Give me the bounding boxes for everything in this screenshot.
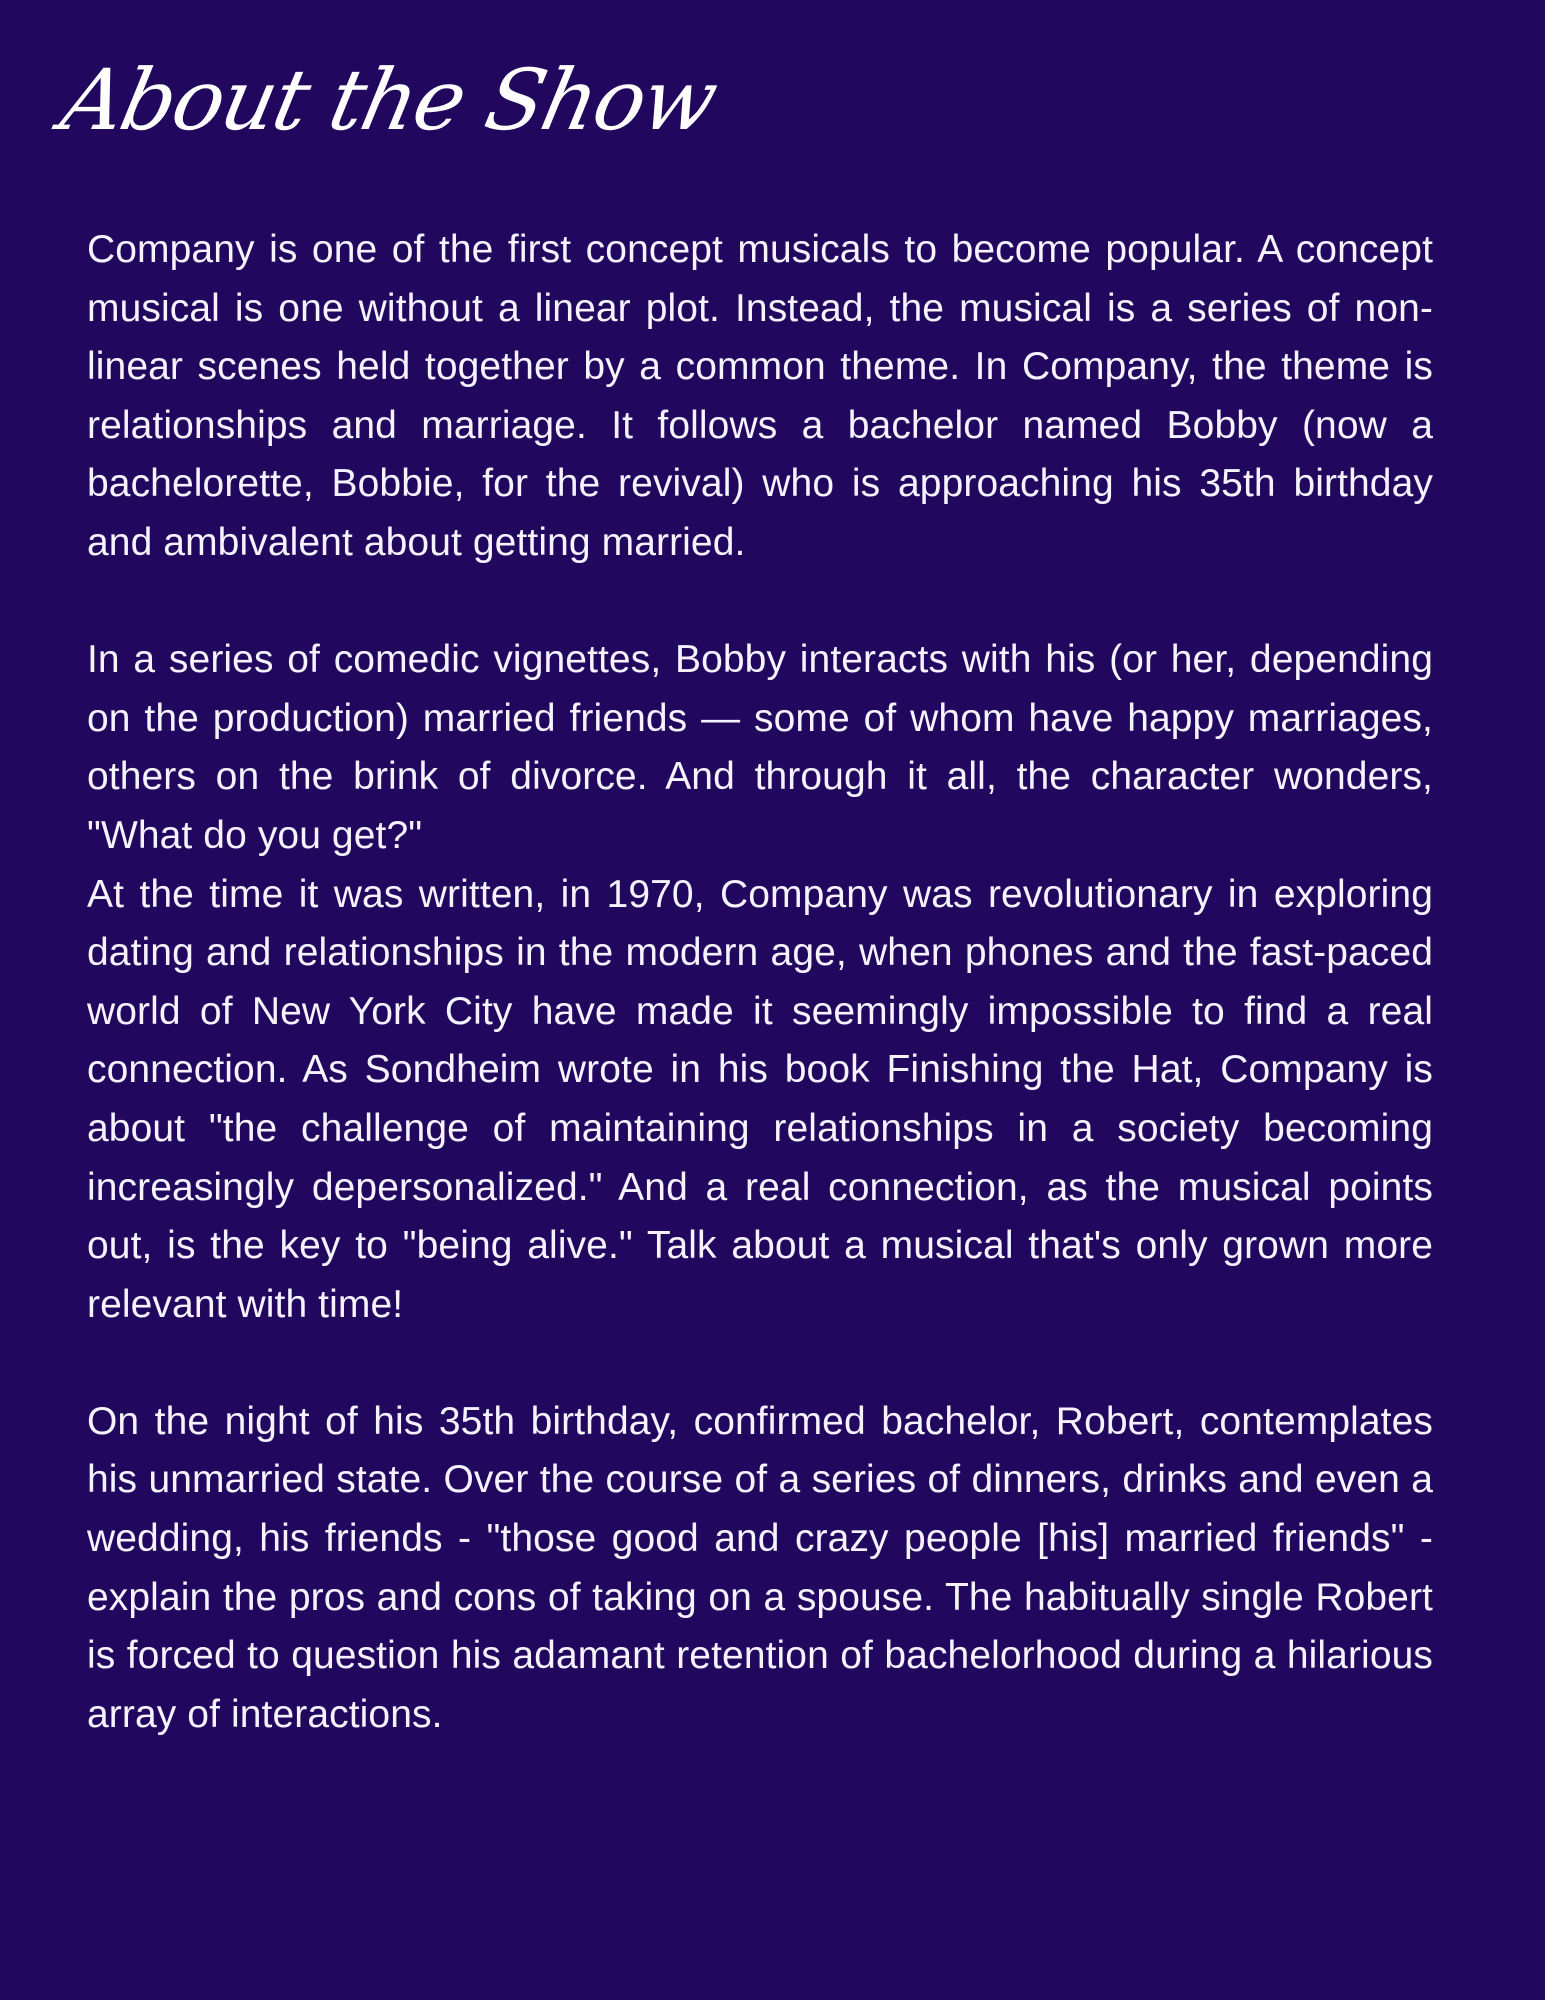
about-show-body	[87, 221, 1433, 1744]
paragraph-synopsis: On the night of his 35th birthday, confirmed bachelor, Robert, contemplates his unmarried state. Over the course of a series of dinners, drinks and even a wedding, his friends - "those good and crazy people [his] married friends" - explain the pros and cons of taking on a spouse. The habitually single Robert is forced to question his adamant retention of bachelorhood during a hilarious array of interactions.	[87, 1399, 1433, 1736]
paragraph-concept-musical: Company is one of the first concept musicals to become popular. A concept musical is one without a linear plot. Instead, the musical is a series of non-linear scenes held together by a common theme. In Company, the theme is relationships and marriage. It follows a bachelor named Bobby (now a bachelorette, Bobbie, for the revival) who is approaching his 35th birthday and ambivalent about getting married.	[87, 228, 1433, 564]
paragraph-comedic-vignettes: In a series of comedic vignettes, Bobby interacts with his (or her, depending on the production) married friends — some of whom have happy marriages, others on the brink of divorce. And through it all, the character wonders, "What do you get?"	[87, 638, 1433, 857]
page-title: About the Show	[53, 51, 725, 149]
paragraph-history: At the time it was written, in 1970, Company was revolutionary in exploring dating and relationships in the modern age, when phones and the fast-paced world of New York City have made it seemingly impossible to find a real connection. As Sondheim wrote in his book Finishing the Hat, Company is about "the challenge of maintaining relationships in a society becoming increasingly depersonalized." And a real connection, as the musical points out, is the key to "being alive." Talk about a musical that's only grown more relevant with time!	[87, 872, 1433, 1326]
